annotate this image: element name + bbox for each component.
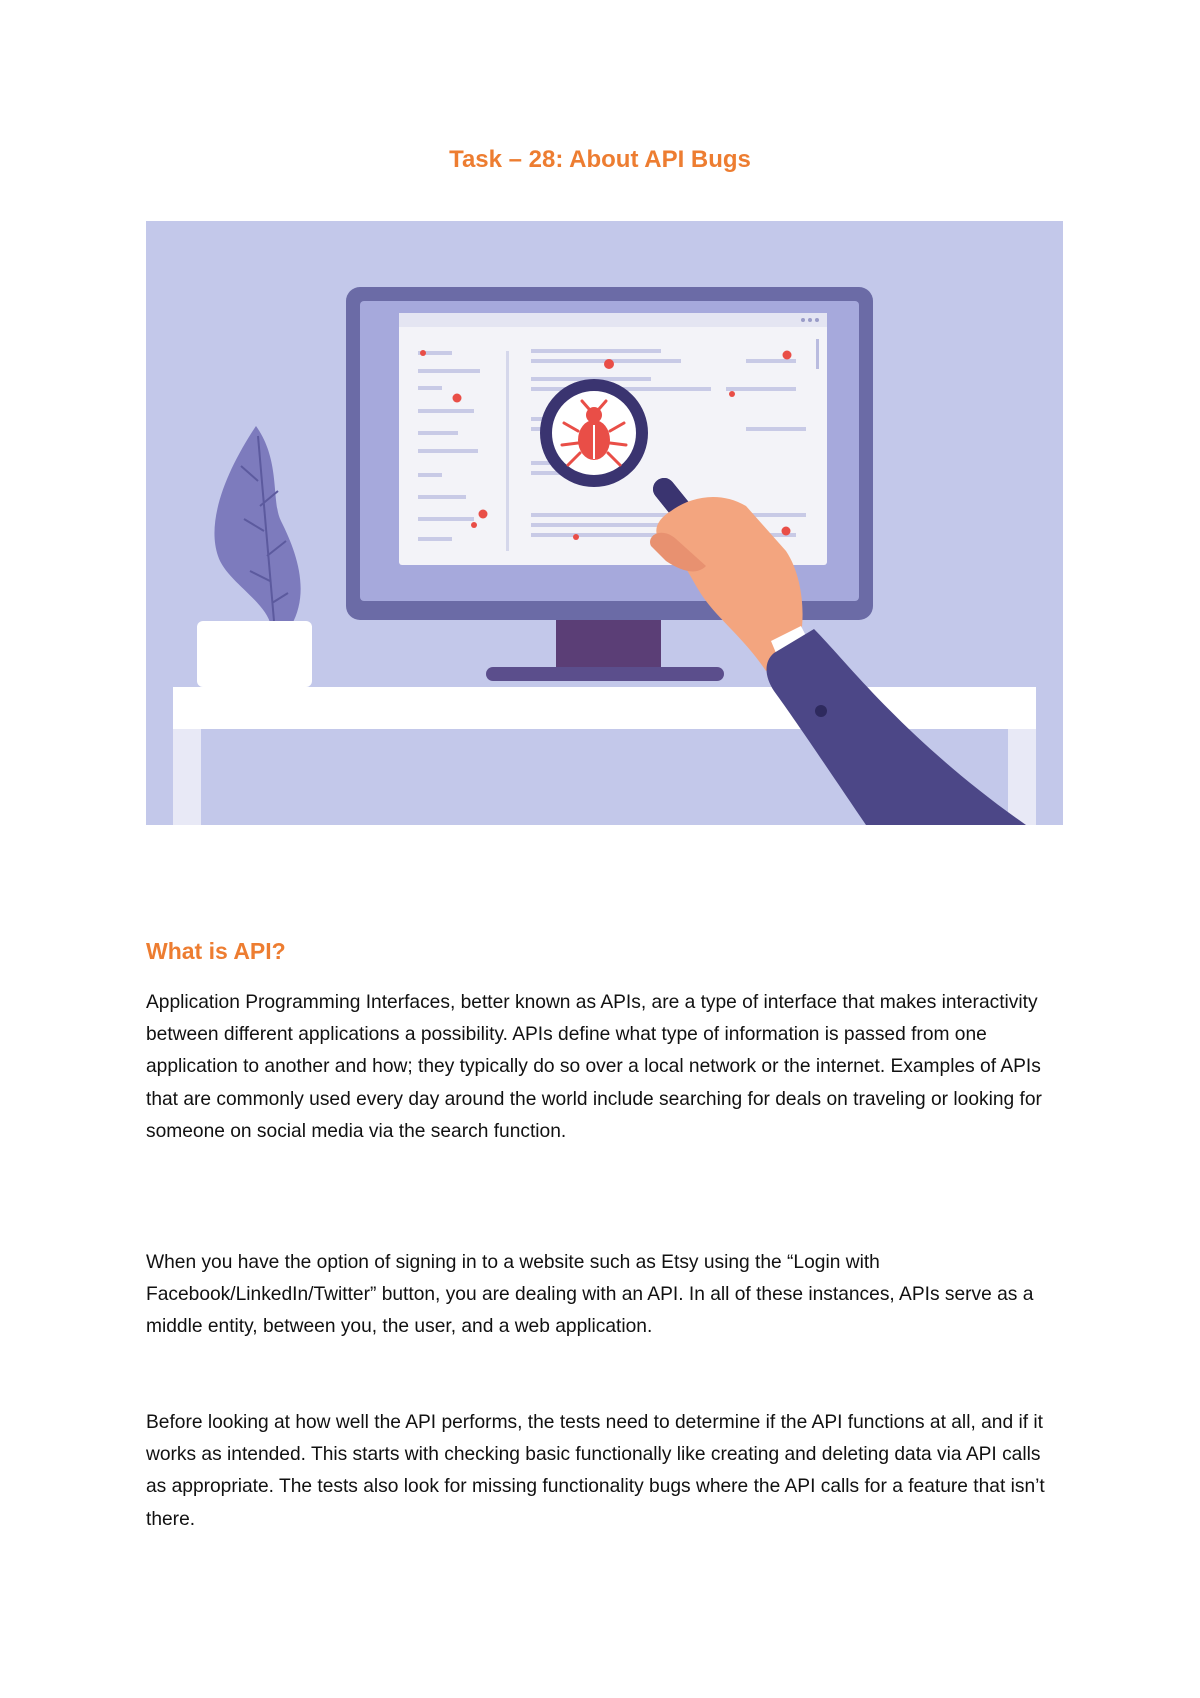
paragraph-1: Application Programming Interfaces, better known as APIs, are a type of interface that makes interactivity between different applications a possibility. APIs define what type of information is passed from one application to another and how; they typically do so over a local network or the internet. Examples of APIs that are commonly used every day around the world include searching for deals on traveling or looking for someone on social media via the search function. <box>146 992 1042 1142</box>
section-heading: What is API? <box>146 938 286 964</box>
paragraph-2: When you have the option of signing in to a website such as Etsy using the “Login with Facebook/LinkedIn/Twitter” button, you are dealing with an API. In all of these instances, APIs serve as a middle entity, between you, the user, and a web application. <box>146 1252 1034 1338</box>
desk-leg-right <box>1008 729 1036 825</box>
paragraph-3: Before looking at how well the API performs, the tests need to determine if the API functions at all, and if it works as intended. This starts with checking basic functionally like creating and deleting data via API calls as appropriate. The tests also look for missing functionality bugs where the API calls for a feature that isn’t there. <box>146 1412 1045 1530</box>
desk-top <box>173 687 1036 729</box>
bug-search-illustration <box>146 221 1063 825</box>
desk-leg-left <box>173 729 201 825</box>
monitor-base <box>486 667 724 681</box>
page-title: Task – 28: About API Bugs <box>449 146 751 173</box>
plant-pot <box>197 621 312 687</box>
monitor-stand <box>556 620 661 670</box>
